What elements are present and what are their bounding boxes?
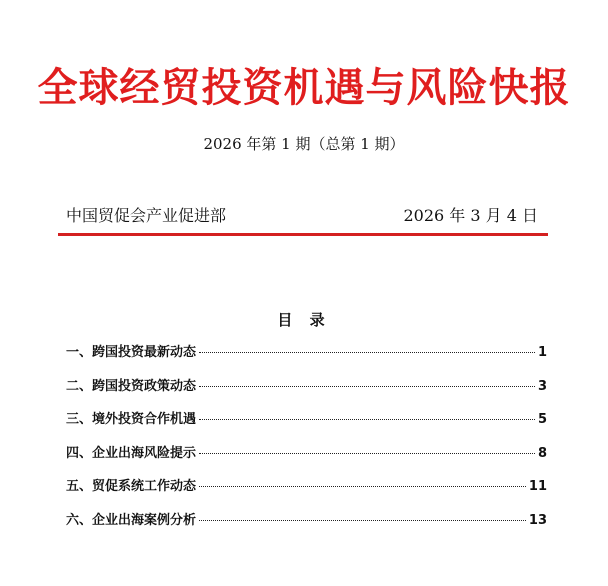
- toc-item-6[interactable]: [66, 509, 547, 543]
- toc-item-label: 贸促系统工作动态: [92, 479, 197, 495]
- toc-item-2[interactable]: [66, 375, 547, 409]
- toc-item-5[interactable]: [66, 475, 547, 509]
- toc-item-number: 五、: [66, 479, 93, 495]
- toc-item-label: 跨国投资政策动态: [92, 378, 197, 394]
- toc-item-page: 5: [537, 412, 547, 428]
- publisher: 中国贸促会产业促进部: [66, 206, 227, 225]
- toc-item-page: 3: [537, 378, 547, 394]
- publish-date: 2026 年 3 月 4 日: [403, 206, 538, 225]
- toc-item-number: 四、: [66, 445, 93, 461]
- toc-leader-dots: [199, 453, 535, 454]
- toc-item-number: 二、: [66, 378, 93, 394]
- toc-heading: 目 录: [277, 311, 331, 329]
- toc-item-number: 一、: [66, 345, 93, 360]
- report-title: 全球经贸投资机遇与风险快报: [37, 64, 571, 111]
- toc-item-3[interactable]: [66, 408, 547, 442]
- table-of-contents: [66, 341, 547, 543]
- toc-leader-dots: [199, 352, 535, 353]
- toc-item-page: 11: [528, 479, 547, 495]
- toc-item-number: 三、: [66, 412, 93, 428]
- toc-item-page: 1: [537, 345, 547, 360]
- toc-item-page: 13: [528, 512, 547, 528]
- red-divider-rule: [58, 233, 548, 236]
- toc-item-label: 企业出海案例分析: [92, 512, 197, 528]
- toc-item-label: 企业出海风险提示: [92, 445, 197, 461]
- toc-leader-dots: [199, 520, 526, 521]
- toc-leader-dots: [199, 486, 526, 487]
- toc-item-label: 跨国投资最新动态: [92, 345, 197, 360]
- toc-leader-dots: [199, 386, 535, 387]
- toc-item-number: 六、: [66, 512, 93, 528]
- toc-item-4[interactable]: [66, 442, 547, 476]
- toc-leader-dots: [199, 419, 535, 420]
- toc-item-page: 8: [537, 445, 547, 461]
- toc-item-label: 境外投资合作机遇: [92, 412, 197, 428]
- toc-item-1[interactable]: [66, 341, 547, 375]
- issue-number: 2026 年第 1 期（总第 1 期）: [203, 135, 405, 153]
